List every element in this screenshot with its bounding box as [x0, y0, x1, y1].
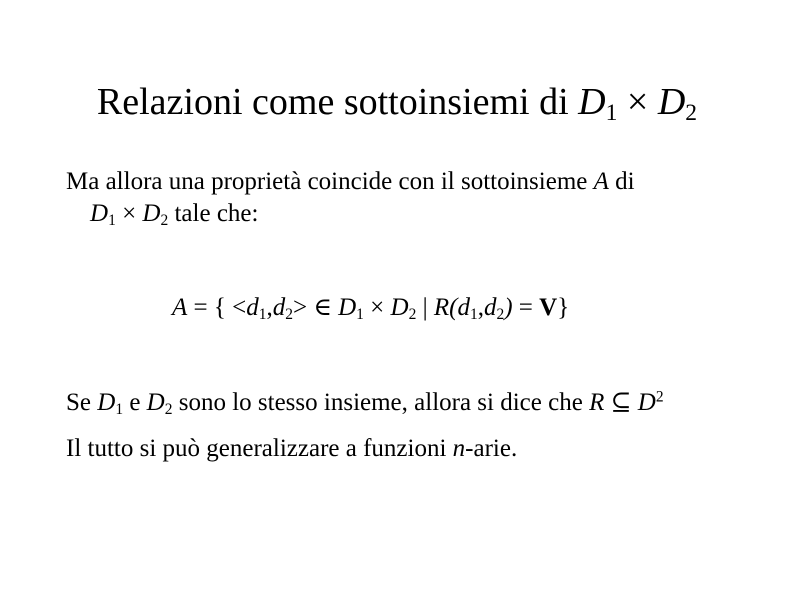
title-sub1: 1 — [605, 99, 618, 126]
value-true: V — [539, 294, 558, 321]
slide-title — [0, 78, 794, 126]
title-times: × — [617, 81, 658, 123]
title-sub2: 2 — [685, 99, 698, 126]
title-d1: D — [578, 81, 606, 123]
paragraph-3: Il tutto si può generalizzare a funzioni n-arie. — [66, 435, 518, 462]
paragraph-2: Se $D_1$ e $D_2$ sono lo stesso insieme, allora si dice che R ⊆ $D^2$ — [66, 388, 664, 418]
paragraph-1-line-2: $D_1 \times D_2$ tale che: — [90, 200, 259, 229]
set-formula: A = { $<d_1,d_2>$ ∈ $D_1 \times D_2$ | $R(d_1,d_2) = V$} — [172, 294, 570, 323]
var-a: A — [593, 168, 609, 195]
title-d2: D — [657, 81, 686, 123]
title-text: Relazioni come sottoinsiemi di — [96, 81, 579, 123]
paragraph-1-line-1: Ma allora una proprietà coincide con il sottoinsieme A di — [66, 168, 635, 195]
